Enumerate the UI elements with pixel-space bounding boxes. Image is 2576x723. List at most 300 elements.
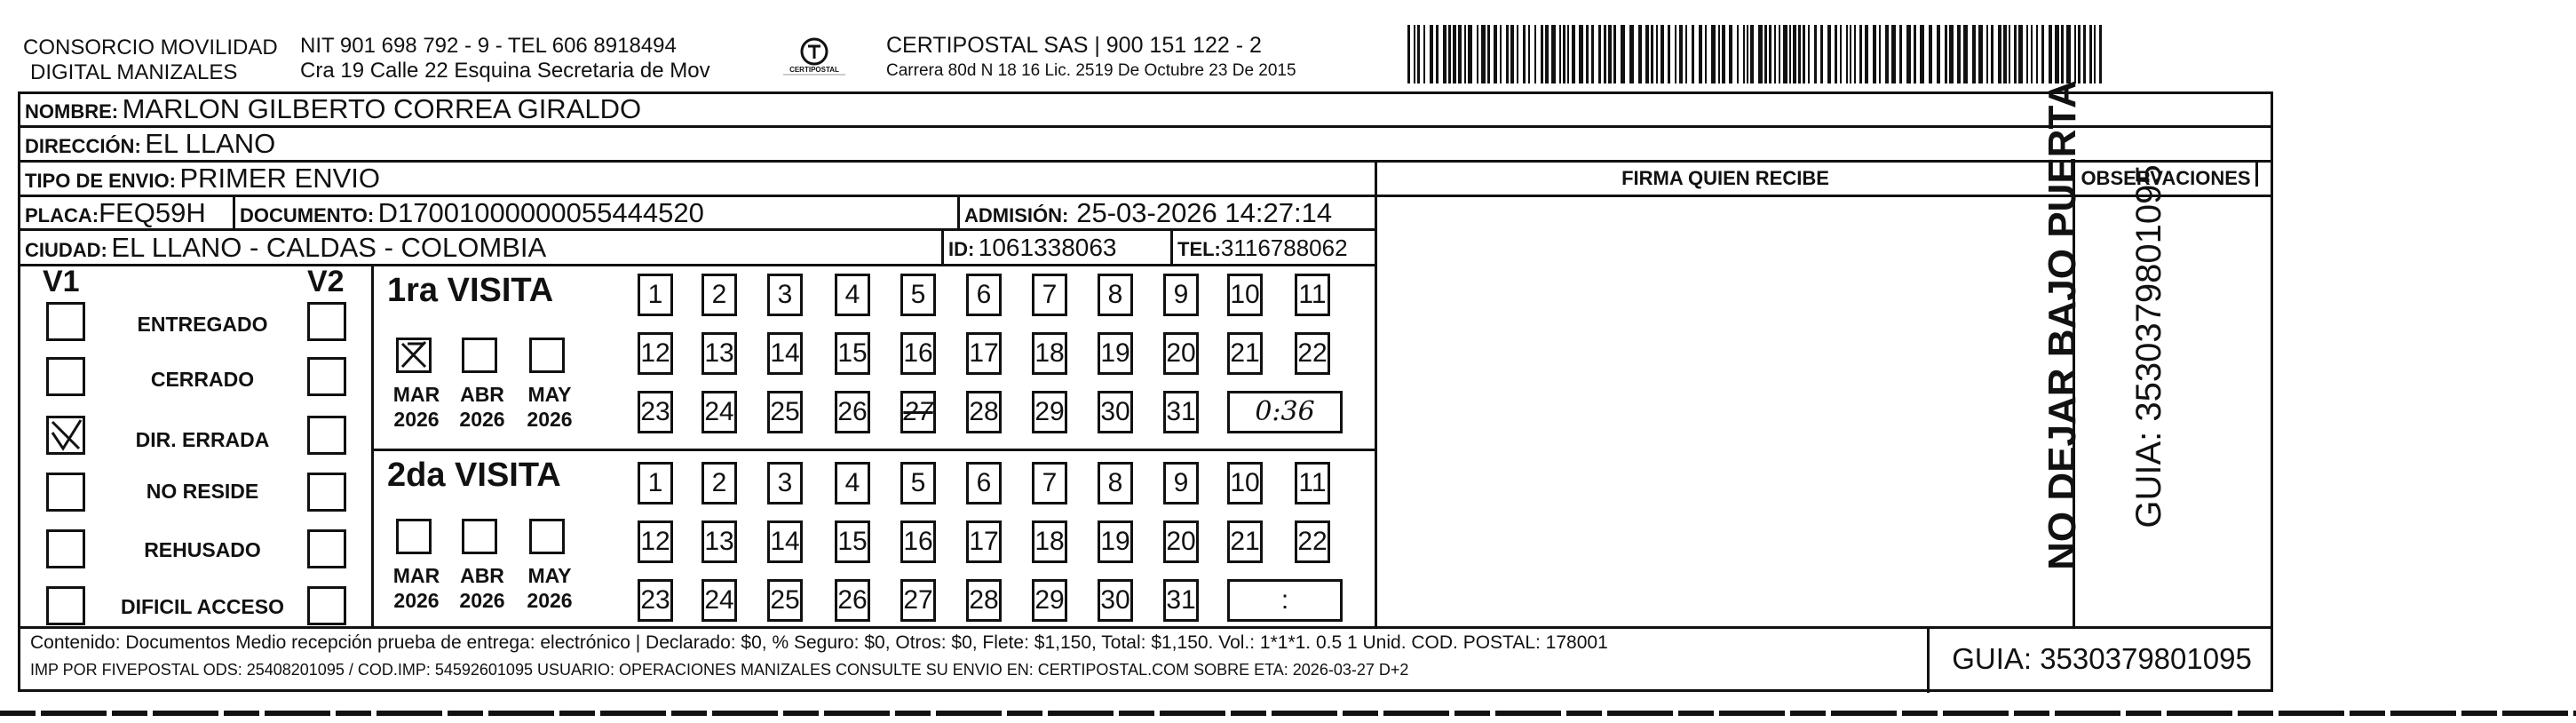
certipostal-line1: CERTIPOSTAL SAS | 900 151 122 - 2 [886,33,1262,58]
day-box[interactable] [1032,462,1067,505]
barcode-bar [1517,25,1518,83]
day-number: 12 [640,338,670,368]
day-box[interactable] [900,462,936,505]
firma-header: FIRMA QUIEN RECIBE [1621,167,1829,189]
barcode-bar [1448,25,1451,83]
day-number: 27 [903,397,933,426]
month-label [385,382,448,432]
month-label [519,382,581,432]
barcode-bar [1814,25,1817,83]
day-box[interactable] [1098,462,1133,505]
barcode-bar [1591,25,1594,83]
checkmark-icon [399,340,429,370]
day-box[interactable] [1227,462,1263,505]
day-number: 31 [1166,585,1196,615]
visit1-title: 1ra VISITA [387,272,554,309]
day-box[interactable] [638,332,673,375]
month-checkbox[interactable] [462,338,497,373]
day-box[interactable] [638,391,673,433]
day-box[interactable] [966,274,1002,316]
barcode-bar [1798,25,1801,83]
day-number: 24 [704,585,734,615]
day-box[interactable] [966,579,1002,622]
day-number: 2 [711,468,727,497]
observaciones-header: OBSERVACIONES [2081,167,2251,189]
v2-checkbox[interactable] [307,473,346,512]
day-number: 14 [770,527,800,556]
barcode-bar [1436,25,1439,83]
month-label [385,563,448,613]
day-number: 17 [969,338,999,368]
day-box[interactable] [1032,579,1067,622]
barcode-bar [1545,25,1549,83]
barcode-bar [1598,25,1601,83]
month-year: 2026 [393,408,440,431]
barcode-bar [1604,25,1606,83]
barcode-bar [1793,25,1796,83]
day-number: 20 [1166,527,1196,556]
month-label [519,563,581,613]
day-box[interactable] [900,391,936,433]
day-number: 4 [844,468,860,497]
day-box[interactable] [1032,520,1067,563]
v2-checkbox[interactable] [307,529,346,568]
barcode-bar [1430,25,1433,83]
option-label: CERRADO [150,368,255,391]
barcode-bar [2009,25,2010,83]
day-box[interactable] [701,520,737,563]
barcode-bar [1705,25,1707,83]
day-number: 1 [647,280,663,309]
day-number: 10 [1230,468,1260,497]
day-box[interactable] [1032,274,1067,316]
day-number: 21 [1230,338,1260,368]
v2-checkbox[interactable] [307,357,346,396]
day-box[interactable] [767,462,803,505]
day-box[interactable] [900,274,936,316]
v1-checkbox[interactable] [46,529,85,568]
barcode-bar [1986,25,1988,83]
day-box[interactable] [1163,520,1199,563]
barcode-bar [1608,25,1612,83]
day-number: 22 [1297,527,1328,556]
placa-cell [25,196,206,235]
month-checkbox[interactable] [462,519,497,554]
nombre-label: NOMBRE: [25,100,119,123]
day-number: 3 [777,280,793,309]
day-box[interactable] [638,462,673,505]
day-number: 21 [1230,527,1260,556]
admision-cell [964,196,1332,235]
day-box[interactable] [1163,274,1199,316]
barcode-bar [1468,25,1472,83]
barcode-bar [1656,25,1658,83]
month-year: 2026 [393,589,440,612]
day-box[interactable] [1227,332,1263,375]
barcode-bar [1699,25,1702,83]
barcode-bar [1661,25,1664,83]
barcode-bar [1487,25,1490,83]
barcode-bar [1758,25,1763,83]
option-label: REHUSADO [144,538,261,561]
month-name: ABR [460,383,504,406]
barcode-bar [1737,25,1739,83]
time-value: 0:36 [1255,396,1315,427]
v1-checkbox[interactable] [46,357,85,396]
day-box[interactable] [835,520,870,563]
day-box[interactable] [1227,520,1263,563]
day-number: 8 [1107,280,1123,309]
barcode-bar [1899,25,1902,83]
certipostal-logo-text: CERTIPOSTAL [789,66,839,74]
month-name: ABR [460,564,504,587]
barcode-bar [1808,25,1810,83]
day-number: 26 [837,585,868,615]
certipostal-info [886,32,1348,83]
v1-header: V1 [43,265,80,298]
day-number: 11 [1298,468,1327,497]
day-number: 18 [1034,338,1065,368]
barcode-bar [1453,25,1456,83]
day-box[interactable] [767,520,803,563]
day-number: 1 [647,468,663,497]
day-number: 31 [1166,397,1196,426]
day-box[interactable] [966,391,1002,433]
barcode [1407,25,2109,83]
barcode-bar [1998,25,2001,83]
day-number: 15 [837,527,868,556]
nombre-row [25,92,641,126]
option-label: DIR. ERRADA [135,428,270,451]
day-box[interactable] [900,332,936,375]
tel-value: 3116788062 [1220,234,1348,261]
company-contact [300,34,744,83]
day-box[interactable] [835,274,870,316]
day-number: 12 [640,527,670,556]
day-box[interactable] [900,579,936,622]
day-box[interactable] [701,579,737,622]
day-box[interactable] [835,332,870,375]
day-number: 29 [1034,585,1065,615]
day-number: 2 [711,280,727,309]
day-box[interactable] [701,462,737,505]
day-box[interactable] [701,332,737,375]
day-box[interactable] [835,391,870,433]
option-label: DIFICIL ACCESO [120,595,284,618]
barcode-bar [1885,25,1889,83]
barcode-bar [1629,25,1634,83]
day-box[interactable] [1163,462,1199,505]
barcode-bar [1541,25,1543,83]
day-box[interactable] [966,332,1002,375]
barcode-bar [1417,25,1420,83]
barcode-bar [1963,25,1968,83]
barcode-bar [1929,25,1932,83]
month-checkbox[interactable] [396,338,432,373]
day-number: 30 [1100,585,1130,615]
v1-checkbox[interactable] [46,586,85,625]
month-name: MAY [527,564,572,587]
day-number: 30 [1100,397,1130,426]
day-box[interactable] [1098,520,1133,563]
address-line: Cra 19 Calle 22 Esquina Secretaria de Mov [300,59,710,83]
day-number: 6 [976,280,992,309]
option-label: ENTREGADO [137,313,268,336]
day-box[interactable] [638,520,673,563]
day-number: 17 [969,527,999,556]
v1-checkbox[interactable] [46,416,85,455]
v2-checkbox[interactable] [307,586,346,625]
day-number: 9 [1173,280,1189,309]
day-number: 28 [969,585,999,615]
month-name: MAR [392,383,440,406]
barcode-bar [1528,25,1530,83]
day-box[interactable] [1032,332,1067,375]
month-year: 2026 [527,589,573,612]
barcode-bar [1779,25,1780,83]
day-box[interactable] [638,579,673,622]
day-number: 29 [1034,397,1065,426]
barcode-bar [1803,25,1805,83]
company-name-line2: DIGITAL MANIZALES [30,60,238,84]
day-number: 18 [1034,527,1065,556]
month-checkbox[interactable] [529,338,565,373]
barcode-bar [1579,25,1583,83]
company-name-line1: CONSORCIO MOVILIDAD [23,36,278,60]
tel-label: TEL: [1177,238,1221,260]
barcode-bar [1827,25,1831,83]
barcode-bar [1523,25,1526,83]
barcode-bar [1850,25,1851,83]
day-box[interactable] [1295,520,1330,563]
day-number: 11 [1298,280,1327,309]
day-number: 22 [1297,338,1328,368]
time-box[interactable] [1227,579,1343,622]
month-checkbox[interactable] [529,519,565,554]
barcode-bar [1645,25,1649,83]
day-number: 4 [844,280,860,309]
day-number: 3 [777,468,793,497]
direccion-value: EL LLANO [145,128,276,159]
barcode-bar [1789,25,1791,83]
day-box[interactable] [1098,579,1133,622]
barcode-bar [1906,25,1911,83]
day-number: 25 [770,585,800,615]
barcode-bar [1743,25,1745,83]
barcode-bar [1722,25,1725,83]
day-number: 24 [704,397,734,426]
barcode-bar [2031,25,2033,83]
no-dejar-bajo-puerta: NO DEJAR BAJO PUERTA [2041,80,2084,570]
day-number: 6 [976,468,992,497]
barcode-bar [1651,25,1653,83]
day-box[interactable] [835,579,870,622]
barcode-bar [1711,25,1716,83]
barcode-bar [1464,25,1466,83]
ciudad-cell [25,231,546,270]
option-label: NO RESIDE [146,480,259,503]
day-number: 13 [704,338,734,368]
barcode-bar [1675,25,1676,83]
barcode-bar [1945,25,1947,83]
placa-value: FEQ59H [99,197,206,228]
tipo-value: PRIMER ENVIO [179,163,381,194]
day-box[interactable] [701,274,737,316]
day-number: 26 [837,397,868,426]
month-year: 2026 [527,408,573,431]
barcode-bar [1559,25,1561,83]
day-number: 23 [640,585,670,615]
barcode-bar [1949,25,1954,83]
barcode-bar [1920,25,1924,83]
barcode-bar [1957,25,1961,83]
barcode-bar [1551,25,1556,83]
admision-label: ADMISIÓN: [964,204,1069,226]
barcode-bar [1563,25,1565,83]
barcode-bar [1613,25,1616,83]
day-number: 19 [1100,527,1130,556]
day-box[interactable] [1163,391,1199,433]
day-number: 14 [770,338,800,368]
day-box[interactable] [638,274,673,316]
tear-edge [0,711,2576,716]
barcode-bar [2018,25,2023,83]
day-box[interactable] [767,274,803,316]
contenido-line: Contenido: Documentos Medio recepción prueba de entrega: electrónico | Declarado: $0, % Seguro: $0, Otros: $0, Flete: $1,150, Total: $1,150. Vol.: 1*1*1. 0.5 1 Unid. COD. POSTAL: 178001 [30,632,1608,653]
barcode-bar [2003,25,2007,83]
barcode-bar [1840,25,1842,83]
barcode-bar [2014,25,2017,83]
barcode-bar [1668,25,1670,83]
day-number: 16 [903,338,933,368]
nit-line: NIT 901 698 792 - 9 - TEL 606 8918494 [300,34,677,58]
barcode-bar [2094,25,2096,83]
day-number: 5 [910,468,926,497]
barcode-bar [2089,25,2092,83]
month-label [451,382,513,432]
guia-box: GUIA: 3530379801095 [1952,642,2252,675]
barcode-bar [1477,25,1478,83]
day-box[interactable] [767,391,803,433]
barcode-bar [1729,25,1732,83]
barcode-bar [1865,25,1868,83]
id-label: ID: [948,238,975,260]
day-number: 23 [640,397,670,426]
ciudad-value: EL LLANO - CALDAS - COLOMBIA [111,232,547,263]
day-number: 16 [903,527,933,556]
day-box[interactable] [1227,274,1263,316]
visit2-title: 2da VISITA [387,457,561,494]
direccion-label: DIRECCIÓN: [25,135,141,157]
barcode-bar [1764,25,1767,83]
day-box[interactable] [1163,579,1199,622]
barcode-bar [1873,25,1876,83]
barcode-bar [1750,25,1754,83]
placa-label: PLACA: [25,204,99,226]
barcode-bar [2026,25,2028,83]
barcode-bar [1414,25,1415,83]
month-name: MAY [527,383,572,406]
barcode-bar [1692,25,1694,83]
barcode-bar [1879,25,1881,83]
barcode-bar [1500,25,1502,83]
day-box[interactable] [900,520,936,563]
certipostal-logo-icon [774,32,854,85]
month-name: MAR [392,564,440,587]
documento-cell [240,196,704,235]
barcode-bar [1679,25,1683,83]
tipo-label: TIPO DE ENVIO: [25,170,176,192]
day-box[interactable] [1295,274,1330,316]
day-box[interactable] [966,520,1002,563]
day-number: 9 [1173,468,1189,497]
barcode-bar [1481,25,1486,83]
month-checkbox[interactable] [396,519,432,554]
barcode-bar [2036,25,2038,83]
guia-vertical: GUIA: 3530379801095 [2129,164,2168,528]
barcode-bar [1534,25,1536,83]
time-box[interactable] [1227,391,1343,433]
nombre-value: MARLON GILBERTO CORREA GIRALDO [122,93,642,124]
day-box[interactable] [1295,332,1330,375]
day-box[interactable] [1098,274,1133,316]
v2-header: V2 [307,265,345,298]
barcode-bar [1747,25,1748,83]
v2-checkbox[interactable] [307,416,346,455]
day-box[interactable] [1098,332,1133,375]
admision-value: 25-03-2026 14:27:14 [1076,197,1333,228]
barcode-bar [1572,25,1575,83]
time-value: : [1280,585,1289,615]
barcode-bar [1769,25,1771,83]
day-box[interactable] [1032,391,1067,433]
barcode-bar [1718,25,1720,83]
day-number: 19 [1100,338,1130,368]
month-label [451,563,513,613]
barcode-bar [1914,25,1916,83]
month-year: 2026 [459,408,505,431]
day-number: 7 [1042,280,1058,309]
barcode-bar [1835,25,1837,83]
day-number: 25 [770,397,800,426]
documento-value: D17001000000055444520 [377,197,704,228]
day-box[interactable] [767,579,803,622]
barcode-bar [1978,25,1983,83]
day-box[interactable] [1098,391,1133,433]
barcode-bar [1891,25,1896,83]
v2-checkbox[interactable] [307,302,346,341]
day-box[interactable] [835,462,870,505]
day-box[interactable] [1163,332,1199,375]
day-box[interactable] [966,462,1002,505]
day-number: 28 [969,397,999,426]
company-name [23,36,307,85]
barcode-bar [1937,25,1940,83]
barcode-bar [1567,25,1569,83]
day-box[interactable] [1295,462,1330,505]
v1-checkbox[interactable] [46,302,85,341]
day-box[interactable] [701,391,737,433]
day-number: 8 [1107,468,1123,497]
v1-checkbox[interactable] [46,473,85,512]
barcode-bar [1621,25,1625,83]
month-year: 2026 [459,589,505,612]
certipostal-logo [774,32,854,85]
documento-label: DOCUMENTO: [240,204,375,226]
day-number: 7 [1042,468,1058,497]
day-box[interactable] [767,332,803,375]
barcode-bar [1494,25,1497,83]
